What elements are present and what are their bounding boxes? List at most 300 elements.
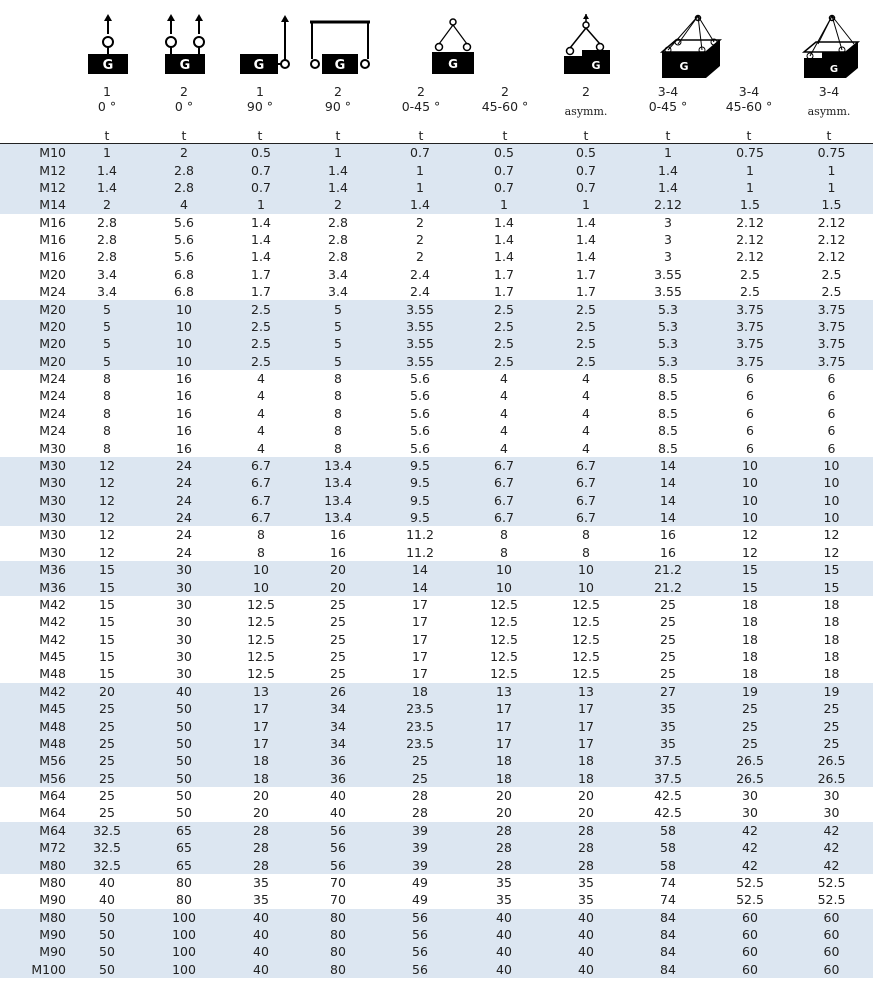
load-value-cell: 18 [546, 752, 626, 769]
thread-size-cell: M10 [0, 144, 70, 162]
table-row [0, 613, 873, 630]
load-value-cell: 42 [710, 822, 790, 839]
load-value-cell: 5 [70, 318, 144, 335]
load-value-cell: 70 [330, 892, 346, 908]
column-header-angle: 45-60 ° [481, 99, 529, 114]
load-value-cell: 40 [462, 943, 546, 960]
load-value-cell: 2.8 [144, 179, 224, 196]
thread-size-cell: M36 [0, 561, 70, 578]
load-value-cell: 10 [790, 492, 873, 509]
load-value-cell: 3 [664, 232, 672, 248]
load-value-cell: 15 [99, 649, 115, 665]
load-value-cell: 17 [412, 596, 428, 612]
load-value-cell: 6.7 [224, 509, 298, 526]
thread-size-cell: M36 [0, 578, 70, 595]
load-value-cell: 15 [99, 596, 115, 612]
load-value-cell: 2.5 [546, 318, 626, 335]
load-value-cell: 20 [496, 788, 512, 804]
column-header-legs: 3-4 [818, 84, 840, 99]
load-value-cell: 3.55 [378, 300, 462, 317]
load-value-cell: 27 [626, 683, 710, 700]
load-value-cell: 5.6 [174, 232, 194, 248]
load-value-cell: 40 [462, 961, 546, 978]
load-value-cell: 19 [710, 683, 790, 700]
table-row [0, 874, 873, 891]
load-value-cell: 30 [823, 805, 840, 821]
load-value-cell: 21.2 [626, 578, 710, 595]
load-value-cell: 5 [298, 300, 378, 317]
column-header-unit: t [257, 128, 263, 143]
load-value-cell: 6.7 [462, 474, 546, 491]
load-value-cell: 2.5 [462, 300, 546, 317]
load-value-cell: 60 [790, 943, 873, 960]
table-row [0, 474, 873, 491]
load-value-cell: 1 [298, 144, 378, 162]
load-value-cell: 6 [827, 405, 836, 421]
load-value-cell: 8 [103, 371, 111, 387]
load-value-cell: 10 [462, 561, 546, 578]
load-value-cell: 28 [462, 822, 546, 839]
load-value-cell: 4 [257, 405, 265, 421]
load-value-cell: 18 [823, 666, 840, 682]
load-value-cell: 3.4 [97, 284, 117, 300]
column-header-angle: 90 ° [324, 99, 352, 114]
table-row [0, 283, 873, 300]
load-value-cell: 16 [176, 423, 192, 439]
table-row [0, 596, 873, 613]
load-value-cell: 34 [298, 717, 378, 734]
svg-text:G: G [679, 60, 689, 73]
load-value-cell: 1.5 [710, 196, 790, 213]
load-value-cell: 2.12 [736, 232, 764, 248]
load-value-cell: 14 [626, 509, 710, 526]
load-value-cell: 5.6 [410, 405, 430, 421]
load-value-cell: 4 [582, 371, 590, 387]
load-value-cell: 3.75 [790, 318, 873, 335]
column-header-unit: t [335, 128, 341, 143]
load-value-cell: 4 [257, 440, 265, 456]
load-value-cell: 5 [298, 353, 378, 370]
load-value-cell: 12.5 [572, 649, 600, 665]
load-value-cell: 1 [626, 144, 710, 162]
load-value-cell: 2.5 [546, 335, 626, 352]
load-value-cell: 8 [334, 388, 342, 404]
column-header-legs: 3-4 [657, 84, 679, 99]
load-value-cell: 56 [298, 839, 378, 856]
load-value-cell: 3.4 [97, 266, 117, 282]
load-value-cell: 24 [144, 457, 224, 474]
load-value-cell: 50 [70, 909, 144, 926]
load-value-cell: 2 [416, 232, 424, 248]
table-row [0, 961, 873, 978]
load-value-cell: 25 [790, 717, 873, 734]
load-value-cell: 60 [710, 961, 790, 978]
load-value-cell: 60 [790, 909, 873, 926]
load-value-cell: 16 [176, 440, 192, 456]
load-value-cell: 30 [144, 561, 224, 578]
load-value-cell: 1.4 [494, 214, 514, 230]
load-value-cell: 2 [416, 249, 424, 265]
load-value-cell: 12.5 [247, 596, 275, 612]
load-value-cell: 80 [298, 926, 378, 943]
column-header-angle: 90 ° [246, 99, 274, 114]
load-value-cell: 10 [790, 509, 873, 526]
load-value-cell: 12.5 [247, 631, 275, 647]
load-value-cell: 2.5 [462, 353, 546, 370]
load-value-cell: 1.4 [251, 232, 271, 248]
load-value-cell: 10 [546, 578, 626, 595]
load-value-cell: 6.7 [224, 457, 298, 474]
load-value-cell: 4 [500, 371, 508, 387]
load-value-cell: 3.75 [710, 300, 790, 317]
load-value-cell: 12.5 [490, 596, 518, 612]
load-value-cell: 65 [144, 839, 224, 856]
load-value-cell: 12 [742, 527, 758, 543]
thread-size-cell: M100 [0, 961, 70, 978]
load-value-cell: 23.5 [378, 717, 462, 734]
load-value-cell: 4 [500, 405, 508, 421]
load-value-cell: 1.4 [494, 249, 514, 265]
four-leg-sling-0-45-icon [656, 14, 726, 84]
load-value-cell: 35 [626, 700, 710, 717]
load-value-cell: 17 [412, 631, 428, 647]
load-value-cell: 52.5 [817, 874, 846, 890]
load-value-cell: 13 [224, 683, 298, 700]
load-value-cell: 3.55 [654, 266, 682, 282]
table-row [0, 405, 873, 422]
load-value-cell: 20 [253, 805, 269, 821]
load-value-cell: 25 [70, 770, 144, 787]
load-value-cell: 40 [462, 926, 546, 943]
load-value-cell: 10 [710, 457, 790, 474]
load-value-cell: 1.4 [298, 179, 378, 196]
thread-size-cell: M20 [39, 266, 66, 282]
load-value-cell: 1.7 [251, 284, 271, 300]
load-value-cell: 30 [742, 805, 758, 821]
load-value-cell: 4 [582, 423, 590, 439]
table-row [0, 735, 873, 752]
load-value-cell: 9.5 [378, 474, 462, 491]
load-value-cell: 6.8 [174, 266, 194, 282]
load-value-cell: 2.5 [740, 284, 760, 300]
load-value-cell: 10 [546, 561, 626, 578]
load-value-cell: 12 [742, 544, 758, 560]
load-value-cell: 25 [710, 700, 790, 717]
load-value-cell: 2.5 [546, 353, 626, 370]
load-value-cell: 6 [827, 423, 836, 439]
load-value-cell: 100 [144, 961, 224, 978]
load-value-cell: 8.5 [658, 371, 678, 387]
load-value-cell: 24 [144, 474, 224, 491]
load-value-cell: 23.5 [378, 700, 462, 717]
load-value-cell: 18 [462, 770, 546, 787]
load-value-cell: 2.8 [97, 214, 117, 230]
load-value-cell: 4 [257, 423, 265, 439]
load-value-cell: 42 [790, 839, 873, 856]
load-value-cell: 52.5 [817, 892, 846, 908]
load-value-cell: 21.2 [626, 561, 710, 578]
load-value-cell: 12.5 [572, 614, 600, 630]
load-value-cell: 3.75 [710, 335, 790, 352]
load-value-cell: 50 [144, 735, 224, 752]
load-value-cell: 3.4 [328, 266, 348, 282]
thread-size-cell: M90 [0, 926, 70, 943]
load-value-cell: 2.5 [224, 300, 298, 317]
table-row [0, 631, 873, 648]
load-value-cell: 5.3 [626, 300, 710, 317]
load-value-cell: 1 [70, 144, 144, 162]
load-value-cell: 25 [70, 752, 144, 769]
load-value-cell: 1 [462, 196, 546, 213]
load-value-cell: 20 [70, 683, 144, 700]
thread-size-cell: M30 [0, 474, 70, 491]
column-header-unit: t [418, 128, 424, 143]
load-value-cell: 12.5 [490, 631, 518, 647]
column-header-angle: 0 ° [97, 99, 117, 114]
load-value-cell: 17 [412, 649, 428, 665]
load-value-cell: 5.3 [626, 353, 710, 370]
thread-size-cell: M64 [39, 788, 66, 804]
load-value-cell: 80 [298, 943, 378, 960]
load-value-cell: 16 [176, 405, 192, 421]
load-value-cell: 6 [746, 405, 754, 421]
svg-text:G: G [591, 59, 601, 72]
load-value-cell: 3.4 [328, 284, 348, 300]
load-value-cell: 14 [626, 474, 710, 491]
load-value-cell: 11.2 [406, 544, 434, 560]
load-value-cell: 35 [253, 892, 269, 908]
load-value-cell: 4 [257, 388, 265, 404]
load-value-cell: 2 [144, 144, 224, 162]
load-value-cell: 1.4 [298, 161, 378, 178]
load-value-cell: 2 [70, 196, 144, 213]
load-value-cell: 15 [70, 578, 144, 595]
load-value-cell: 17 [224, 700, 298, 717]
table-row [0, 752, 873, 769]
load-value-cell: 40 [546, 926, 626, 943]
load-value-cell: 42 [790, 856, 873, 873]
table-row [0, 839, 873, 856]
load-value-cell: 4 [500, 440, 508, 456]
load-value-cell: 15 [70, 561, 144, 578]
thread-size-cell: M42 [39, 631, 66, 647]
load-value-cell: 25 [660, 649, 676, 665]
load-value-cell: 25 [660, 614, 676, 630]
load-value-cell: 56 [378, 961, 462, 978]
load-value-cell: 60 [790, 961, 873, 978]
load-value-cell: 6.8 [174, 284, 194, 300]
load-value-cell: 1.7 [251, 266, 271, 282]
load-value-cell: 2.5 [462, 335, 546, 352]
load-value-cell: 14 [626, 492, 710, 509]
load-value-cell: 42 [790, 822, 873, 839]
load-value-cell: 15 [710, 578, 790, 595]
thread-size-cell: M24 [39, 388, 66, 404]
table-row [0, 856, 873, 873]
thread-size-cell: M20 [0, 353, 70, 370]
load-value-cell: 2.8 [144, 161, 224, 178]
load-value-cell: 5 [298, 318, 378, 335]
load-value-cell: 0.7 [546, 161, 626, 178]
load-value-cell: 100 [144, 943, 224, 960]
load-value-cell: 25 [378, 770, 462, 787]
load-value-cell: 25 [99, 788, 115, 804]
load-value-cell: 42 [710, 839, 790, 856]
table-row [0, 909, 873, 926]
load-value-cell: 1 [378, 179, 462, 196]
load-value-cell: 30 [176, 631, 192, 647]
load-value-cell: 56 [378, 909, 462, 926]
load-value-cell: 30 [176, 666, 192, 682]
load-value-cell: 2.4 [410, 284, 430, 300]
load-value-cell: 8 [103, 423, 111, 439]
load-value-cell: 16 [176, 388, 192, 404]
load-value-cell: 15 [99, 666, 115, 682]
load-value-cell: 0.75 [790, 144, 873, 162]
load-value-cell: 1.4 [576, 232, 596, 248]
load-value-cell: 37.5 [626, 770, 710, 787]
table-row [0, 439, 873, 456]
load-value-cell: 32.5 [70, 856, 144, 873]
load-value-cell: 2.12 [736, 249, 764, 265]
load-value-cell: 30 [823, 788, 840, 804]
load-value-cell: 3.75 [790, 353, 873, 370]
load-value-cell: 20 [496, 805, 512, 821]
load-value-cell: 6 [746, 371, 754, 387]
svg-text:G: G [102, 58, 114, 73]
table-row [0, 770, 873, 787]
load-value-cell: 19 [790, 683, 873, 700]
load-value-cell: 60 [710, 926, 790, 943]
load-value-cell: 50 [144, 717, 224, 734]
load-value-cell: 84 [626, 961, 710, 978]
load-value-cell: 18 [823, 596, 840, 612]
load-value-cell: 28 [546, 856, 626, 873]
load-value-cell: 10 [790, 474, 873, 491]
thread-size-cell: M30 [39, 527, 66, 543]
thread-size-cell: M64 [0, 822, 70, 839]
load-value-cell: 58 [626, 822, 710, 839]
load-value-cell: 24 [144, 509, 224, 526]
load-value-cell: 0.5 [546, 144, 626, 162]
column-header-angle: 0-45 ° [401, 99, 441, 114]
table-row [0, 353, 873, 370]
load-value-cell: 56 [378, 926, 462, 943]
load-value-cell: 4 [144, 196, 224, 213]
column-header-unit: t [583, 128, 589, 143]
load-value-cell: 40 [224, 909, 298, 926]
load-value-cell: 40 [546, 961, 626, 978]
load-value-cell: 8 [334, 405, 342, 421]
load-value-cell: 23.5 [378, 735, 462, 752]
column-header-legs: 2 [334, 84, 342, 99]
thread-size-cell: M16 [39, 214, 66, 230]
load-value-cell: 5 [70, 353, 144, 370]
load-value-cell: 18 [742, 666, 758, 682]
load-value-cell: 5.6 [174, 214, 194, 230]
load-value-cell: 28 [224, 822, 298, 839]
load-value-cell: 1.4 [70, 179, 144, 196]
thread-size-cell: M30 [0, 457, 70, 474]
load-value-cell: 3.55 [378, 335, 462, 352]
thread-size-cell: M20 [0, 300, 70, 317]
load-value-cell: 13.4 [298, 492, 378, 509]
load-value-cell: 34 [298, 735, 378, 752]
load-value-cell: 25 [330, 666, 346, 682]
load-value-cell: 52.5 [736, 892, 764, 908]
column-header-legs: 2 [582, 84, 590, 99]
thread-size-cell: M48 [0, 735, 70, 752]
load-value-cell: 50 [144, 770, 224, 787]
thread-size-cell: M80 [0, 909, 70, 926]
thread-size-cell: M48 [0, 717, 70, 734]
load-value-cell: 74 [660, 874, 676, 890]
load-value-cell: 1.7 [576, 284, 596, 300]
load-value-cell: 6.7 [462, 509, 546, 526]
load-value-cell: 24 [176, 527, 192, 543]
table-row [0, 509, 873, 526]
table-row [0, 578, 873, 595]
load-value-cell: 15 [790, 561, 873, 578]
load-value-cell: 40 [99, 892, 115, 908]
load-value-cell: 1 [790, 161, 873, 178]
load-value-cell: 28 [224, 856, 298, 873]
load-value-cell: 35 [578, 874, 594, 890]
load-value-cell: 25 [660, 631, 676, 647]
load-value-cell: 16 [660, 544, 676, 560]
load-value-cell: 12.5 [572, 596, 600, 612]
thread-size-cell: M80 [39, 874, 66, 890]
load-value-cell: 1.4 [576, 214, 596, 230]
load-value-cell: 15 [790, 578, 873, 595]
load-value-cell: 11.2 [406, 527, 434, 543]
load-value-cell: 4 [582, 388, 590, 404]
table-row [0, 926, 873, 943]
load-value-cell: 12.5 [490, 614, 518, 630]
svg-text:G: G [253, 58, 265, 73]
load-value-cell: 24 [176, 544, 192, 560]
table-row [0, 214, 873, 231]
column-header-unit: t [502, 128, 508, 143]
load-value-cell: 1 [546, 196, 626, 213]
load-value-cell: 35 [626, 735, 710, 752]
svg-text:G: G [829, 64, 839, 75]
load-value-cell: 13.4 [298, 509, 378, 526]
table-row [0, 561, 873, 578]
load-value-cell: 40 [546, 909, 626, 926]
load-value-cell: 1 [790, 179, 873, 196]
load-value-cell: 3.55 [654, 284, 682, 300]
load-value-cell: 8 [103, 440, 111, 456]
load-value-cell: 50 [144, 700, 224, 717]
load-value-cell: 3.75 [710, 318, 790, 335]
load-value-cell: 6.7 [546, 474, 626, 491]
svg-text:G: G [448, 57, 458, 71]
load-value-cell: 6 [746, 440, 754, 456]
load-value-cell: 20 [298, 578, 378, 595]
load-value-cell: 4 [582, 440, 590, 456]
table-row [0, 683, 873, 700]
table-row [0, 822, 873, 839]
load-value-cell: 10 [224, 578, 298, 595]
column-header-legs: 2 [417, 84, 425, 99]
load-value-cell: 80 [298, 961, 378, 978]
load-value-cell: 5.6 [410, 423, 430, 439]
load-value-cell: 8 [500, 544, 508, 560]
thread-size-cell: M16 [39, 249, 66, 265]
load-value-cell: 26 [298, 683, 378, 700]
load-value-cell: 40 [330, 788, 346, 804]
